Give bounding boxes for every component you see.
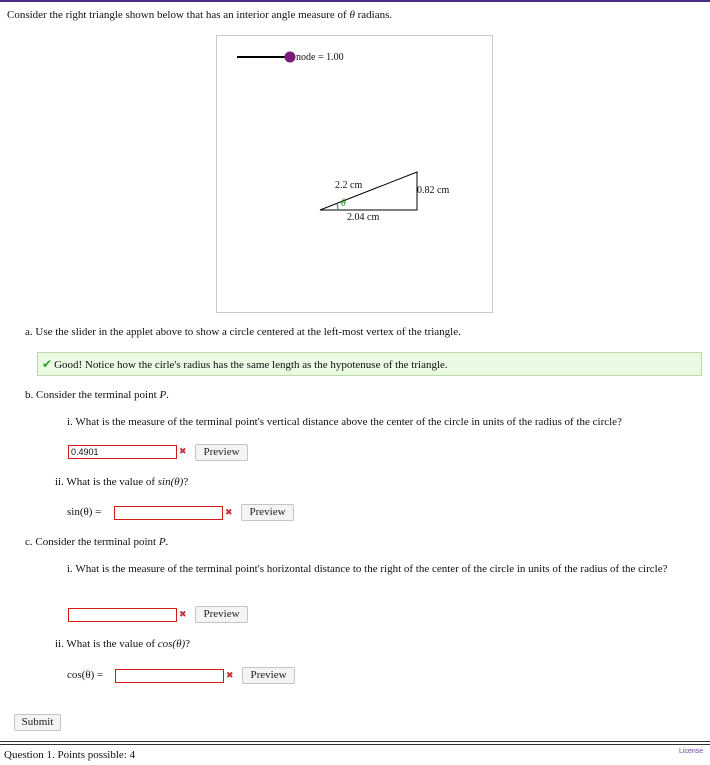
preview-button-c1[interactable]: Preview xyxy=(195,606,248,623)
answer-input-cos[interactable] xyxy=(115,669,224,683)
answer-input-b1[interactable]: 0.4901 xyxy=(68,445,177,459)
part-b-question-1: i. What is the measure of the terminal point's vertical distance above the center of the circle in units of the radius of the circle? xyxy=(67,416,622,428)
preview-button-cos[interactable]: Preview xyxy=(242,667,295,684)
incorrect-icon: ✖ xyxy=(225,508,233,518)
applet-canvas xyxy=(217,36,494,314)
cos-expression: cos(θ) xyxy=(157,638,186,650)
angle-label: θ xyxy=(341,198,346,209)
opposite-label: 0.82 cm xyxy=(417,185,450,196)
success-feedback xyxy=(37,352,702,376)
submit-button[interactable]: Submit xyxy=(14,714,61,731)
part-c-text: c. Consider the terminal point xyxy=(25,536,159,548)
right-triangle xyxy=(320,172,417,210)
footer-divider xyxy=(0,741,710,742)
incorrect-icon: ✖ xyxy=(179,610,187,620)
geometry-applet[interactable] xyxy=(216,35,493,313)
incorrect-icon: ✖ xyxy=(179,447,187,457)
sin-expression: sin(θ) xyxy=(157,476,184,488)
adjacent-label: 2.04 cm xyxy=(347,212,380,223)
q2-text: ii. What is the value of xyxy=(55,476,158,488)
cos-label: cos(θ) = xyxy=(67,669,104,681)
sin-label: sin(θ) = xyxy=(67,506,102,518)
hypotenuse-label: 2.2 cm xyxy=(335,180,363,191)
part-b-question-2 xyxy=(55,476,188,488)
problem-intro xyxy=(7,9,392,21)
part-c-question-1: i. What is the measure of the terminal point's horizontal distance to the right of the center of the circle in units of the radius of the circle? xyxy=(67,563,668,575)
part-b-text: b. Consider the terminal point xyxy=(25,389,160,401)
part-b-prompt xyxy=(25,389,169,401)
preview-button-sin[interactable]: Preview xyxy=(241,504,294,521)
q2-mark: ? xyxy=(185,638,191,650)
part-c-period: . xyxy=(165,536,169,548)
slider-label: node = 1.00 xyxy=(296,52,344,63)
theta-symbol: θ xyxy=(349,9,355,21)
check-icon: ✔ xyxy=(42,357,53,371)
part-c-question-2 xyxy=(55,638,190,650)
slider-knob[interactable] xyxy=(285,52,296,63)
feedback-text: Good! Notice how the cirle's radius has the same length as the hypotenuse of the triangle. xyxy=(54,359,448,371)
intro-text: Consider the right triangle shown below that has an interior angle measure of xyxy=(7,9,350,21)
question-info: Question 1. Points possible: 4 xyxy=(4,749,136,761)
point-p: P xyxy=(158,536,166,548)
top-border xyxy=(0,0,710,2)
part-c-prompt xyxy=(25,536,168,548)
preview-button-b1[interactable]: Preview xyxy=(195,444,248,461)
point-p: P xyxy=(159,389,167,401)
part-b-period: . xyxy=(166,389,169,401)
angle-arc xyxy=(337,204,338,211)
footer-divider xyxy=(0,744,710,745)
answer-input-sin[interactable] xyxy=(114,506,223,520)
intro-suffix: radians. xyxy=(354,9,393,21)
incorrect-icon: ✖ xyxy=(226,671,234,681)
answer-input-c1[interactable] xyxy=(68,608,177,622)
part-a-prompt: a. Use the slider in the applet above to show a circle centered at the left-most vertex of the triangle. xyxy=(25,326,461,338)
q2-text: ii. What is the value of xyxy=(55,638,158,650)
license-link[interactable]: License xyxy=(679,748,704,755)
q2-mark: ? xyxy=(183,476,189,488)
